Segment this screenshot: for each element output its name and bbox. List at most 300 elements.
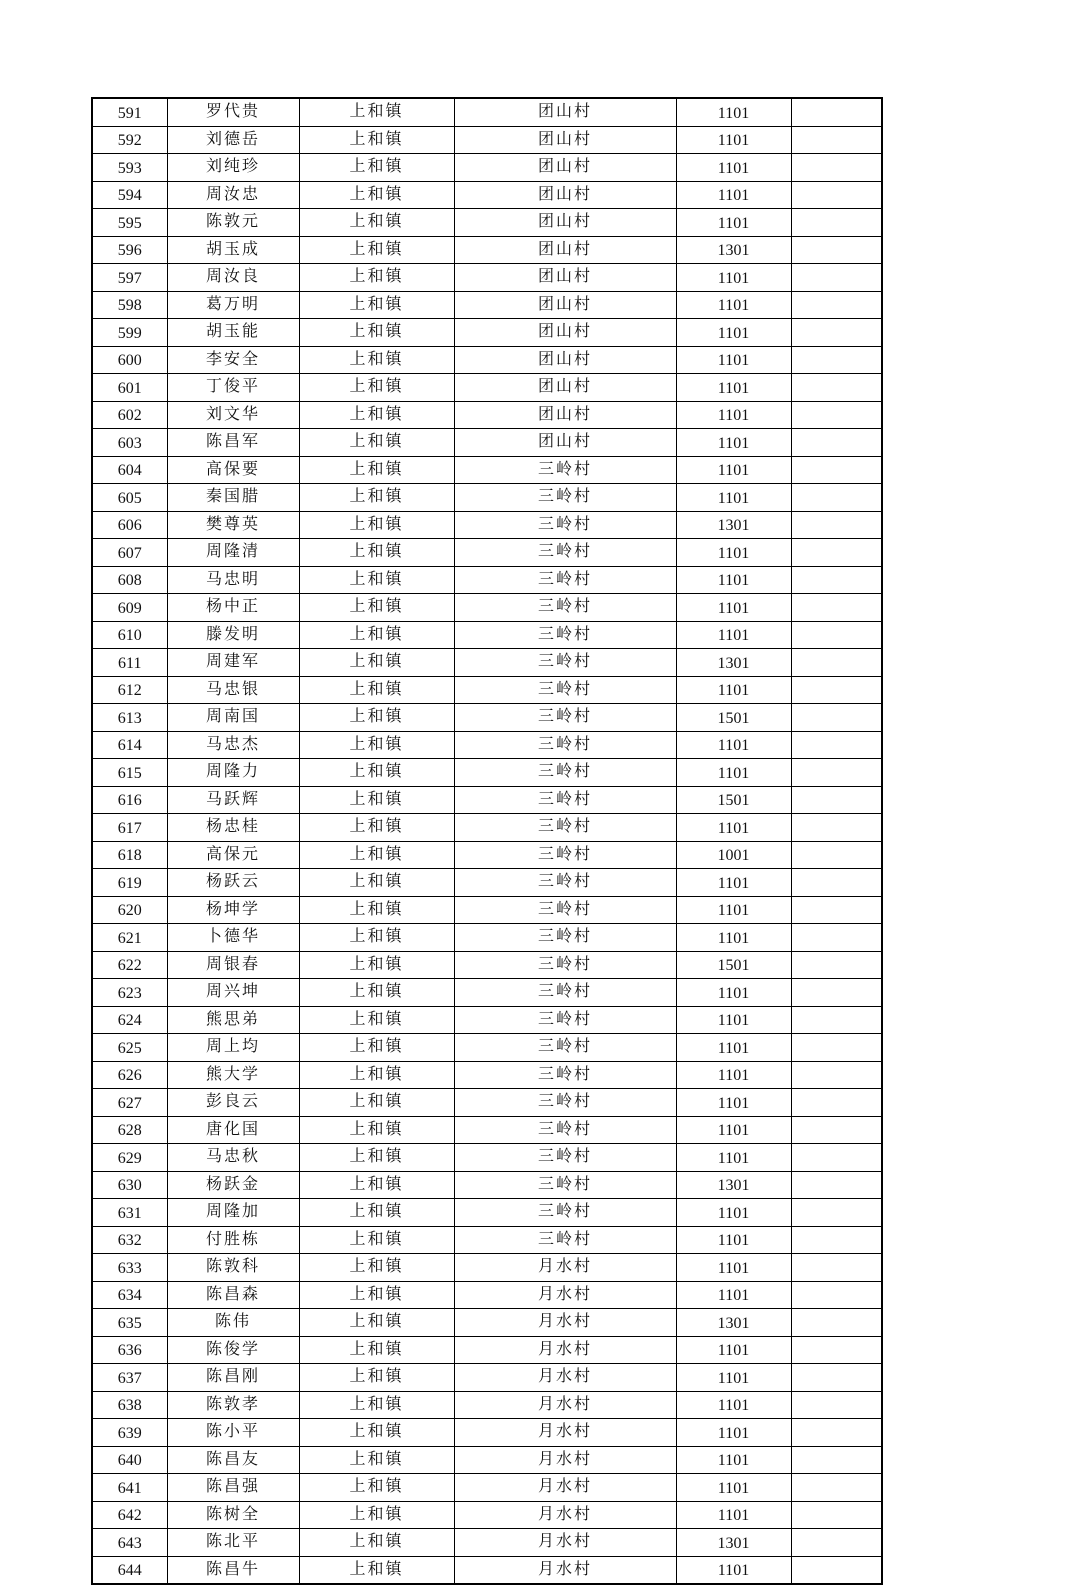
village-cell: 三岭村 bbox=[454, 1171, 676, 1199]
row-number-cell: 644 bbox=[92, 1556, 167, 1584]
name-cell: 樊尊英 bbox=[167, 511, 299, 539]
name-cell: 刘纯珍 bbox=[167, 154, 299, 182]
village-cell: 三岭村 bbox=[454, 566, 676, 594]
village-cell: 团山村 bbox=[454, 181, 676, 209]
town-cell: 上和镇 bbox=[299, 566, 454, 594]
town-cell: 上和镇 bbox=[299, 181, 454, 209]
note-cell bbox=[791, 401, 882, 429]
note-cell bbox=[791, 924, 882, 952]
table-row bbox=[92, 1006, 882, 1034]
row-number-cell: 606 bbox=[92, 511, 167, 539]
code-cell: 1101 bbox=[676, 979, 791, 1007]
village-cell: 三岭村 bbox=[454, 869, 676, 897]
table-row bbox=[92, 1171, 882, 1199]
name-cell: 陈北平 bbox=[167, 1529, 299, 1557]
table-row bbox=[92, 429, 882, 457]
town-cell: 上和镇 bbox=[299, 1391, 454, 1419]
code-cell: 1101 bbox=[676, 1281, 791, 1309]
code-cell: 1101 bbox=[676, 1226, 791, 1254]
town-cell: 上和镇 bbox=[299, 1171, 454, 1199]
table-row bbox=[92, 1254, 882, 1282]
row-number-cell: 629 bbox=[92, 1144, 167, 1172]
name-cell: 陈俊学 bbox=[167, 1336, 299, 1364]
village-cell: 三岭村 bbox=[454, 621, 676, 649]
row-number-cell: 642 bbox=[92, 1501, 167, 1529]
table-row bbox=[92, 841, 882, 869]
table-row bbox=[92, 401, 882, 429]
name-cell: 周建军 bbox=[167, 649, 299, 677]
town-cell: 上和镇 bbox=[299, 456, 454, 484]
code-cell: 1101 bbox=[676, 291, 791, 319]
town-cell: 上和镇 bbox=[299, 896, 454, 924]
name-cell: 罗代贵 bbox=[167, 98, 299, 126]
code-cell: 1501 bbox=[676, 786, 791, 814]
village-cell: 月水村 bbox=[454, 1501, 676, 1529]
town-cell: 上和镇 bbox=[299, 1144, 454, 1172]
table-row bbox=[92, 1199, 882, 1227]
table-row bbox=[92, 1281, 882, 1309]
note-cell bbox=[791, 1529, 882, 1557]
code-cell: 1501 bbox=[676, 951, 791, 979]
row-number-cell: 631 bbox=[92, 1199, 167, 1227]
village-cell: 三岭村 bbox=[454, 1034, 676, 1062]
town-cell: 上和镇 bbox=[299, 1529, 454, 1557]
row-number-cell: 610 bbox=[92, 621, 167, 649]
row-number-cell: 621 bbox=[92, 924, 167, 952]
village-cell: 团山村 bbox=[454, 154, 676, 182]
table-row bbox=[92, 676, 882, 704]
town-cell: 上和镇 bbox=[299, 264, 454, 292]
code-cell: 1501 bbox=[676, 704, 791, 732]
town-cell: 上和镇 bbox=[299, 511, 454, 539]
name-cell: 马忠明 bbox=[167, 566, 299, 594]
code-cell: 1101 bbox=[676, 924, 791, 952]
table-row bbox=[92, 181, 882, 209]
row-number-cell: 600 bbox=[92, 346, 167, 374]
name-cell: 卜德华 bbox=[167, 924, 299, 952]
village-cell: 三岭村 bbox=[454, 1144, 676, 1172]
name-cell: 唐化国 bbox=[167, 1116, 299, 1144]
table-row bbox=[92, 291, 882, 319]
town-cell: 上和镇 bbox=[299, 1034, 454, 1062]
note-cell bbox=[791, 869, 882, 897]
town-cell: 上和镇 bbox=[299, 1116, 454, 1144]
town-cell: 上和镇 bbox=[299, 649, 454, 677]
note-cell bbox=[791, 264, 882, 292]
note-cell bbox=[791, 291, 882, 319]
town-cell: 上和镇 bbox=[299, 291, 454, 319]
village-cell: 三岭村 bbox=[454, 649, 676, 677]
name-cell: 高保元 bbox=[167, 841, 299, 869]
table-row bbox=[92, 979, 882, 1007]
town-cell: 上和镇 bbox=[299, 539, 454, 567]
row-number-cell: 614 bbox=[92, 731, 167, 759]
name-cell: 刘文华 bbox=[167, 401, 299, 429]
name-cell: 陈敦科 bbox=[167, 1254, 299, 1282]
row-number-cell: 626 bbox=[92, 1061, 167, 1089]
code-cell: 1101 bbox=[676, 1199, 791, 1227]
row-number-cell: 607 bbox=[92, 539, 167, 567]
row-number-cell: 601 bbox=[92, 374, 167, 402]
name-cell: 马忠银 bbox=[167, 676, 299, 704]
village-cell: 三岭村 bbox=[454, 924, 676, 952]
table-row bbox=[92, 896, 882, 924]
table-row bbox=[92, 1226, 882, 1254]
code-cell: 1101 bbox=[676, 676, 791, 704]
table-row bbox=[92, 236, 882, 264]
code-cell: 1101 bbox=[676, 539, 791, 567]
town-cell: 上和镇 bbox=[299, 1254, 454, 1282]
note-cell bbox=[791, 1089, 882, 1117]
row-number-cell: 625 bbox=[92, 1034, 167, 1062]
code-cell: 1101 bbox=[676, 1556, 791, 1584]
table-row bbox=[92, 484, 882, 512]
note-cell bbox=[791, 1364, 882, 1392]
note-cell bbox=[791, 979, 882, 1007]
code-cell: 1101 bbox=[676, 126, 791, 154]
table-row bbox=[92, 759, 882, 787]
note-cell bbox=[791, 1336, 882, 1364]
code-cell: 1101 bbox=[676, 1419, 791, 1447]
name-cell: 杨跃金 bbox=[167, 1171, 299, 1199]
row-number-cell: 632 bbox=[92, 1226, 167, 1254]
note-cell bbox=[791, 539, 882, 567]
row-number-cell: 624 bbox=[92, 1006, 167, 1034]
name-cell: 陈昌强 bbox=[167, 1474, 299, 1502]
town-cell: 上和镇 bbox=[299, 1336, 454, 1364]
town-cell: 上和镇 bbox=[299, 374, 454, 402]
table-row bbox=[92, 1336, 882, 1364]
town-cell: 上和镇 bbox=[299, 346, 454, 374]
village-cell: 月水村 bbox=[454, 1446, 676, 1474]
note-cell bbox=[791, 346, 882, 374]
row-number-cell: 593 bbox=[92, 154, 167, 182]
village-cell: 三岭村 bbox=[454, 731, 676, 759]
row-number-cell: 638 bbox=[92, 1391, 167, 1419]
village-cell: 三岭村 bbox=[454, 594, 676, 622]
row-number-cell: 603 bbox=[92, 429, 167, 457]
note-cell bbox=[791, 1501, 882, 1529]
note-cell bbox=[791, 1446, 882, 1474]
village-cell: 月水村 bbox=[454, 1336, 676, 1364]
code-cell: 1101 bbox=[676, 1336, 791, 1364]
note-cell bbox=[791, 594, 882, 622]
row-number-cell: 633 bbox=[92, 1254, 167, 1282]
town-cell: 上和镇 bbox=[299, 1061, 454, 1089]
name-cell: 熊大学 bbox=[167, 1061, 299, 1089]
row-number-cell: 592 bbox=[92, 126, 167, 154]
table-row bbox=[92, 814, 882, 842]
row-number-cell: 630 bbox=[92, 1171, 167, 1199]
name-cell: 刘德岳 bbox=[167, 126, 299, 154]
note-cell bbox=[791, 731, 882, 759]
name-cell: 周银春 bbox=[167, 951, 299, 979]
name-cell: 陈敦元 bbox=[167, 209, 299, 237]
town-cell: 上和镇 bbox=[299, 1006, 454, 1034]
name-cell: 陈敦孝 bbox=[167, 1391, 299, 1419]
table-row bbox=[92, 1144, 882, 1172]
table-row bbox=[92, 209, 882, 237]
town-cell: 上和镇 bbox=[299, 1501, 454, 1529]
town-cell: 上和镇 bbox=[299, 98, 454, 126]
table-row bbox=[92, 346, 882, 374]
name-cell: 秦国腊 bbox=[167, 484, 299, 512]
code-cell: 1101 bbox=[676, 869, 791, 897]
row-number-cell: 604 bbox=[92, 456, 167, 484]
table-row bbox=[92, 374, 882, 402]
note-cell bbox=[791, 1419, 882, 1447]
table-row bbox=[92, 1309, 882, 1337]
code-cell: 1101 bbox=[676, 621, 791, 649]
town-cell: 上和镇 bbox=[299, 319, 454, 347]
town-cell: 上和镇 bbox=[299, 1226, 454, 1254]
row-number-cell: 609 bbox=[92, 594, 167, 622]
table-row bbox=[92, 1034, 882, 1062]
name-cell: 马忠杰 bbox=[167, 731, 299, 759]
note-cell bbox=[791, 1391, 882, 1419]
town-cell: 上和镇 bbox=[299, 1199, 454, 1227]
village-cell: 月水村 bbox=[454, 1474, 676, 1502]
code-cell: 1101 bbox=[676, 346, 791, 374]
table-row bbox=[92, 594, 882, 622]
table-row bbox=[92, 731, 882, 759]
town-cell: 上和镇 bbox=[299, 236, 454, 264]
note-cell bbox=[791, 98, 882, 126]
village-cell: 月水村 bbox=[454, 1556, 676, 1584]
code-cell: 1101 bbox=[676, 1474, 791, 1502]
name-cell: 周上均 bbox=[167, 1034, 299, 1062]
table-row bbox=[92, 319, 882, 347]
row-number-cell: 615 bbox=[92, 759, 167, 787]
row-number-cell: 611 bbox=[92, 649, 167, 677]
town-cell: 上和镇 bbox=[299, 1364, 454, 1392]
table-row bbox=[92, 154, 882, 182]
row-number-cell: 612 bbox=[92, 676, 167, 704]
row-number-cell: 643 bbox=[92, 1529, 167, 1557]
name-cell: 周隆加 bbox=[167, 1199, 299, 1227]
table-body bbox=[92, 98, 882, 1584]
village-cell: 三岭村 bbox=[454, 951, 676, 979]
row-number-cell: 616 bbox=[92, 786, 167, 814]
village-cell: 团山村 bbox=[454, 319, 676, 347]
code-cell: 1101 bbox=[676, 319, 791, 347]
village-cell: 三岭村 bbox=[454, 1089, 676, 1117]
name-cell: 葛万明 bbox=[167, 291, 299, 319]
town-cell: 上和镇 bbox=[299, 841, 454, 869]
row-number-cell: 595 bbox=[92, 209, 167, 237]
note-cell bbox=[791, 1171, 882, 1199]
code-cell: 1301 bbox=[676, 1309, 791, 1337]
table-row bbox=[92, 704, 882, 732]
note-cell bbox=[791, 236, 882, 264]
town-cell: 上和镇 bbox=[299, 1474, 454, 1502]
village-cell: 三岭村 bbox=[454, 841, 676, 869]
note-cell bbox=[791, 841, 882, 869]
town-cell: 上和镇 bbox=[299, 676, 454, 704]
table-row bbox=[92, 1116, 882, 1144]
name-cell: 周兴坤 bbox=[167, 979, 299, 1007]
row-number-cell: 635 bbox=[92, 1309, 167, 1337]
code-cell: 1101 bbox=[676, 731, 791, 759]
row-number-cell: 622 bbox=[92, 951, 167, 979]
village-cell: 三岭村 bbox=[454, 1061, 676, 1089]
town-cell: 上和镇 bbox=[299, 869, 454, 897]
town-cell: 上和镇 bbox=[299, 814, 454, 842]
table-row bbox=[92, 924, 882, 952]
name-cell: 马跃辉 bbox=[167, 786, 299, 814]
row-number-cell: 618 bbox=[92, 841, 167, 869]
code-cell: 1101 bbox=[676, 759, 791, 787]
village-cell: 三岭村 bbox=[454, 1006, 676, 1034]
town-cell: 上和镇 bbox=[299, 704, 454, 732]
table-row bbox=[92, 1529, 882, 1557]
code-cell: 1301 bbox=[676, 649, 791, 677]
note-cell bbox=[791, 896, 882, 924]
row-number-cell: 608 bbox=[92, 566, 167, 594]
name-cell: 熊思弟 bbox=[167, 1006, 299, 1034]
village-cell: 团山村 bbox=[454, 429, 676, 457]
table-row bbox=[92, 1089, 882, 1117]
row-number-cell: 623 bbox=[92, 979, 167, 1007]
row-number-cell: 637 bbox=[92, 1364, 167, 1392]
code-cell: 1101 bbox=[676, 1089, 791, 1117]
code-cell: 1101 bbox=[676, 1116, 791, 1144]
name-cell: 陈小平 bbox=[167, 1419, 299, 1447]
table-row bbox=[92, 1364, 882, 1392]
row-number-cell: 617 bbox=[92, 814, 167, 842]
village-cell: 月水村 bbox=[454, 1391, 676, 1419]
village-cell: 三岭村 bbox=[454, 1199, 676, 1227]
village-cell: 月水村 bbox=[454, 1281, 676, 1309]
table-row bbox=[92, 649, 882, 677]
note-cell bbox=[791, 456, 882, 484]
code-cell: 1101 bbox=[676, 1034, 791, 1062]
code-cell: 1101 bbox=[676, 98, 791, 126]
note-cell bbox=[791, 181, 882, 209]
note-cell bbox=[791, 429, 882, 457]
name-cell: 陈昌森 bbox=[167, 1281, 299, 1309]
code-cell: 1101 bbox=[676, 1006, 791, 1034]
row-number-cell: 597 bbox=[92, 264, 167, 292]
town-cell: 上和镇 bbox=[299, 951, 454, 979]
note-cell bbox=[791, 1061, 882, 1089]
table-row bbox=[92, 951, 882, 979]
row-number-cell: 605 bbox=[92, 484, 167, 512]
code-cell: 1101 bbox=[676, 1254, 791, 1282]
name-cell: 杨忠桂 bbox=[167, 814, 299, 842]
row-number-cell: 599 bbox=[92, 319, 167, 347]
name-cell: 滕发明 bbox=[167, 621, 299, 649]
name-cell: 杨中正 bbox=[167, 594, 299, 622]
note-cell bbox=[791, 319, 882, 347]
name-cell: 马忠秋 bbox=[167, 1144, 299, 1172]
table-row bbox=[92, 1419, 882, 1447]
village-cell: 月水村 bbox=[454, 1419, 676, 1447]
row-number-cell: 620 bbox=[92, 896, 167, 924]
name-cell: 陈昌军 bbox=[167, 429, 299, 457]
code-cell: 1101 bbox=[676, 566, 791, 594]
town-cell: 上和镇 bbox=[299, 594, 454, 622]
note-cell bbox=[791, 814, 882, 842]
village-cell: 三岭村 bbox=[454, 896, 676, 924]
note-cell bbox=[791, 209, 882, 237]
town-cell: 上和镇 bbox=[299, 126, 454, 154]
town-cell: 上和镇 bbox=[299, 1556, 454, 1584]
table-row bbox=[92, 456, 882, 484]
code-cell: 1101 bbox=[676, 181, 791, 209]
note-cell bbox=[791, 484, 882, 512]
code-cell: 1101 bbox=[676, 1061, 791, 1089]
village-cell: 三岭村 bbox=[454, 484, 676, 512]
row-number-cell: 628 bbox=[92, 1116, 167, 1144]
village-cell: 月水村 bbox=[454, 1309, 676, 1337]
village-cell: 三岭村 bbox=[454, 704, 676, 732]
town-cell: 上和镇 bbox=[299, 979, 454, 1007]
table-row bbox=[92, 1474, 882, 1502]
name-cell: 高保要 bbox=[167, 456, 299, 484]
village-cell: 三岭村 bbox=[454, 676, 676, 704]
table-row bbox=[92, 1501, 882, 1529]
name-cell: 彭良云 bbox=[167, 1089, 299, 1117]
table-row bbox=[92, 1446, 882, 1474]
town-cell: 上和镇 bbox=[299, 1309, 454, 1337]
table-row bbox=[92, 566, 882, 594]
code-cell: 1101 bbox=[676, 456, 791, 484]
code-cell: 1101 bbox=[676, 209, 791, 237]
row-number-cell: 591 bbox=[92, 98, 167, 126]
note-cell bbox=[791, 1254, 882, 1282]
table-row bbox=[92, 1556, 882, 1584]
note-cell bbox=[791, 786, 882, 814]
note-cell bbox=[791, 1309, 882, 1337]
note-cell bbox=[791, 649, 882, 677]
note-cell bbox=[791, 1116, 882, 1144]
code-cell: 1101 bbox=[676, 1144, 791, 1172]
note-cell bbox=[791, 951, 882, 979]
table-row bbox=[92, 1391, 882, 1419]
village-cell: 团山村 bbox=[454, 346, 676, 374]
name-cell: 周隆清 bbox=[167, 539, 299, 567]
row-number-cell: 639 bbox=[92, 1419, 167, 1447]
row-number-cell: 594 bbox=[92, 181, 167, 209]
name-cell: 李安全 bbox=[167, 346, 299, 374]
village-cell: 三岭村 bbox=[454, 511, 676, 539]
town-cell: 上和镇 bbox=[299, 401, 454, 429]
note-cell bbox=[791, 511, 882, 539]
note-cell bbox=[791, 676, 882, 704]
village-cell: 团山村 bbox=[454, 209, 676, 237]
town-cell: 上和镇 bbox=[299, 154, 454, 182]
code-cell: 1101 bbox=[676, 814, 791, 842]
village-cell: 三岭村 bbox=[454, 759, 676, 787]
name-cell: 胡玉能 bbox=[167, 319, 299, 347]
village-cell: 三岭村 bbox=[454, 786, 676, 814]
name-cell: 杨坤学 bbox=[167, 896, 299, 924]
table-row bbox=[92, 1061, 882, 1089]
note-cell bbox=[791, 759, 882, 787]
row-number-cell: 602 bbox=[92, 401, 167, 429]
village-cell: 三岭村 bbox=[454, 979, 676, 1007]
name-cell: 周汝忠 bbox=[167, 181, 299, 209]
table-row bbox=[92, 786, 882, 814]
table-row bbox=[92, 621, 882, 649]
name-cell: 付胜栋 bbox=[167, 1226, 299, 1254]
code-cell: 1301 bbox=[676, 1171, 791, 1199]
code-cell: 1101 bbox=[676, 154, 791, 182]
code-cell: 1101 bbox=[676, 1446, 791, 1474]
code-cell: 1001 bbox=[676, 841, 791, 869]
table-row bbox=[92, 539, 882, 567]
